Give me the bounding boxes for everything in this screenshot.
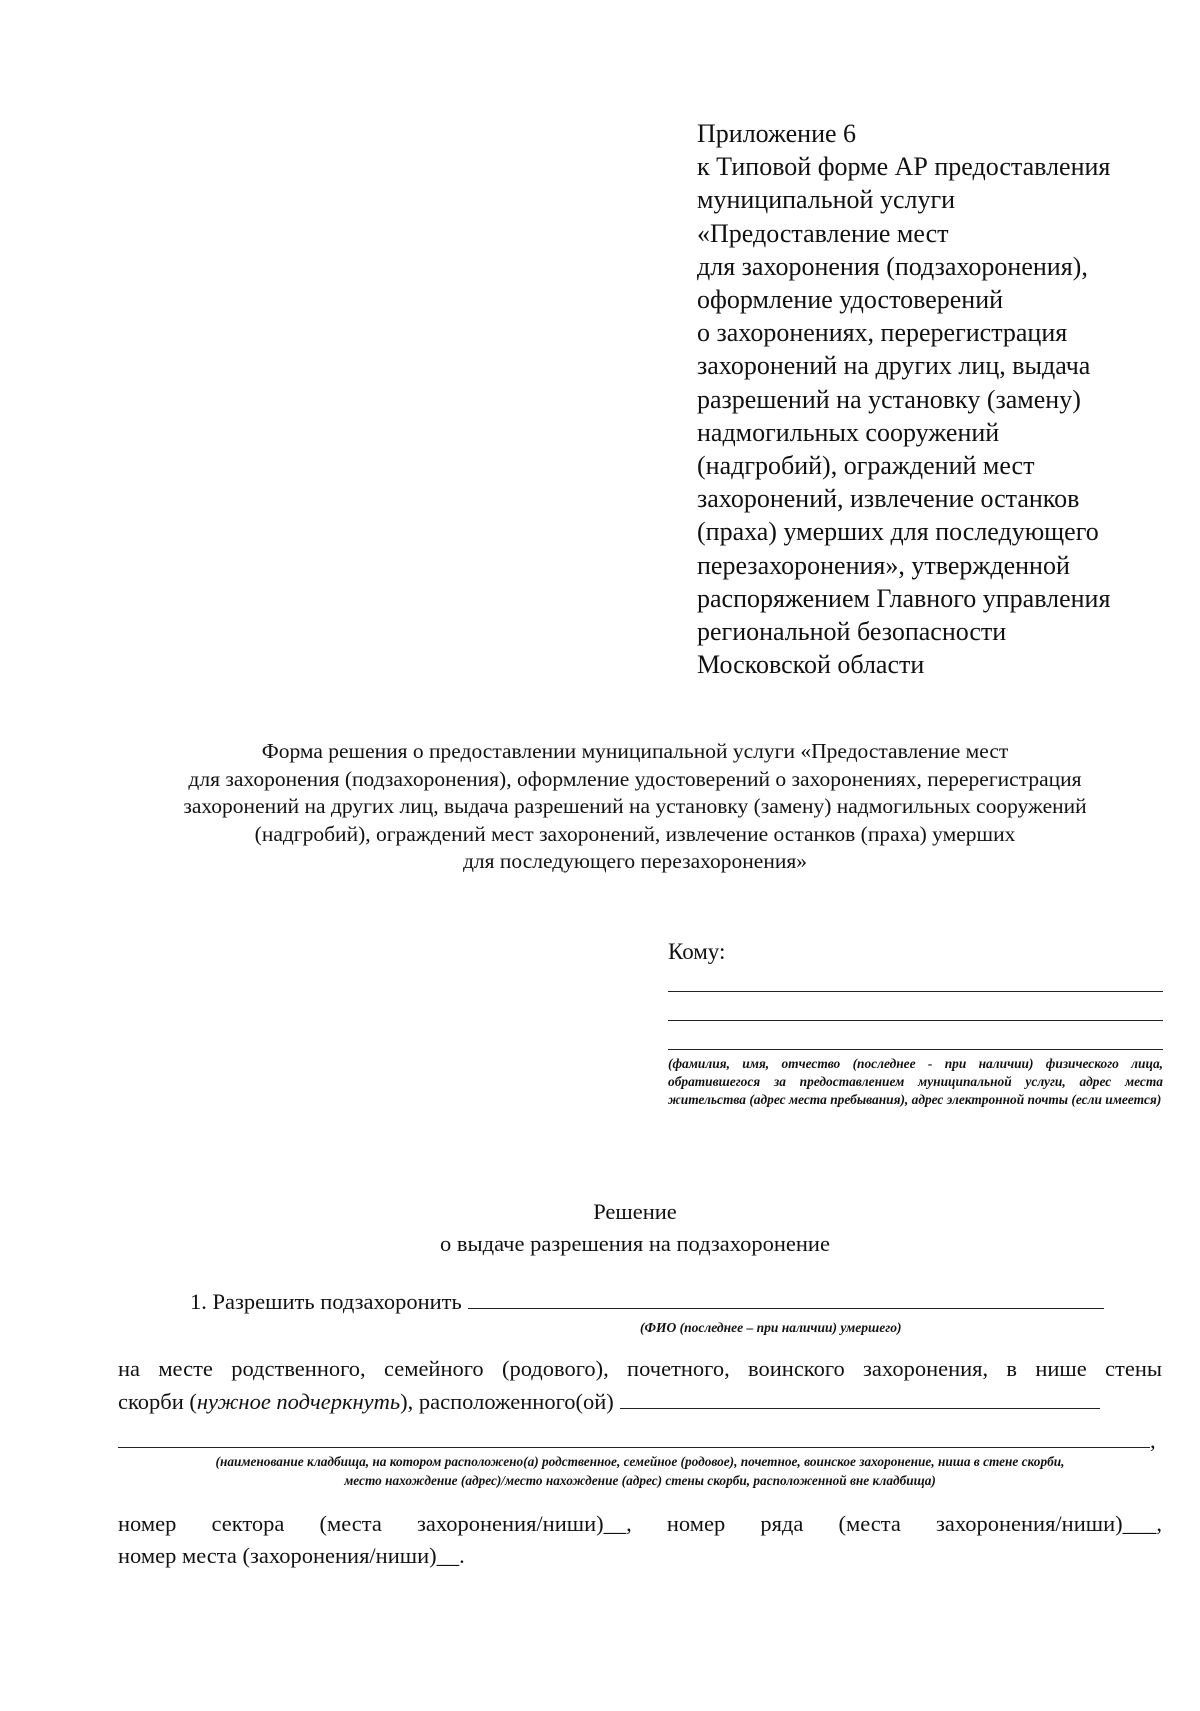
- appendix-line: к Типовой форме АР предоставления: [697, 152, 1111, 182]
- appendix-line: оформление удостоверений: [697, 285, 1004, 315]
- appendix-line: перезахоронения», утвержденной: [697, 550, 1070, 580]
- appendix-line: распоряжением Главного управления: [697, 583, 1111, 613]
- grave-numbers-line: номер места (захоронения/ниши)__.: [118, 1543, 465, 1568]
- recipient-label: Кому:: [668, 939, 726, 964]
- recipient-caption: (фамилия, имя, отчество (последнее - при наличии) физического лица, обратившегося за предоставлением муниципальной услуги, адрес места жительства (адрес места пребывания), адрес электронной почты (если имеется): [668, 1056, 1163, 1107]
- appendix-line: разрешений на установку (замену): [697, 384, 1081, 414]
- recipient-block: [668, 938, 1163, 1109]
- appendix-line: региональной безопасности: [697, 617, 1007, 647]
- form-title-line: для последующего перезахоронения»: [462, 849, 808, 873]
- form-title-line: для захоронения (подзахоронения), оформление удостоверений о захоронениях, перерегистрация: [188, 766, 1082, 791]
- paragraph-italic-text: нужное подчеркнуть: [196, 1389, 401, 1414]
- form-title-line: захоронений на других лиц, выдача разрешений на установку (замену) надмогильных сооружений: [183, 794, 1087, 818]
- appendix-header: [697, 117, 1177, 681]
- form-title-line: (надгробий), ограждений мест захоронений, извлечение останков (праха) умерших: [254, 821, 1016, 846]
- recipient-blank-line[interactable]: [668, 1020, 1163, 1021]
- grave-numbers: [118, 1508, 1162, 1572]
- appendix-line: (праха) умерших для последующего: [697, 517, 1099, 547]
- paragraph-text: скорби (: [118, 1389, 197, 1414]
- location-blank[interactable]: [620, 1408, 1100, 1409]
- form-title: [90, 738, 1180, 876]
- paragraph-comma: ,: [1150, 1428, 1156, 1453]
- decision-heading: [90, 1196, 1180, 1260]
- appendix-line: (надгробий), ограждений мест: [697, 451, 1035, 481]
- recipient-blank-line[interactable]: [668, 1049, 1163, 1050]
- appendix-line: Московской области: [697, 650, 925, 680]
- cemetery-caption: [118, 1452, 1162, 1490]
- recipient-blank-line[interactable]: [668, 991, 1163, 992]
- paragraph-line: [118, 1385, 1162, 1418]
- appendix-line: захоронений на других лиц, выдача: [697, 351, 1091, 381]
- cemetery-blank[interactable]: [118, 1447, 1150, 1448]
- grave-numbers-line: номер сектора (места захоронения/ниши)__, номер ряда (места захоронения/ниши)___,: [118, 1511, 1162, 1536]
- item-1: [190, 1288, 1135, 1316]
- appendix-line: муниципальной услуги: [697, 185, 956, 215]
- cemetery-caption-line: место нахождение (адрес)/место нахождение (адрес) стены скорби, расположенной вне кладбища): [344, 1473, 936, 1488]
- appendix-line: Приложение 6: [697, 119, 857, 148]
- deceased-name-caption: (ФИО (последнее – при наличии) умершего): [640, 1320, 902, 1335]
- paragraph-line: на месте родственного, семейного (родового), почетного, воинского захоронения, в нише стены: [118, 1356, 1162, 1381]
- appendix-line: захоронений, извлечение останков: [697, 484, 1080, 514]
- cemetery-caption-line: (наименование кладбища, на котором расположено(а) родственное, семейное (родовое), почетное, воинское захоронение, ниша в стене скорби,: [215, 1454, 1065, 1469]
- deceased-name-blank[interactable]: [468, 1308, 1104, 1309]
- decision-subtitle: о выдаче разрешения на подзахоронение: [440, 1231, 830, 1256]
- appendix-line: «Предоставление мест: [697, 218, 949, 248]
- decision-title: Решение: [593, 1199, 677, 1224]
- item-1-text: 1. Разрешить подзахоронить: [190, 1289, 462, 1314]
- appendix-line: о захоронениях, перерегистрация: [697, 318, 1068, 348]
- form-title-line: Форма решения о предоставлении муниципальной услуги «Предоставление мест: [261, 739, 1009, 763]
- appendix-line: для захоронения (подзахоронения),: [697, 251, 1088, 281]
- paragraph-text: ), расположенного(ой): [400, 1389, 614, 1414]
- appendix-line: надмогильных сооружений: [697, 417, 1000, 447]
- burial-place-paragraph: [118, 1352, 1162, 1457]
